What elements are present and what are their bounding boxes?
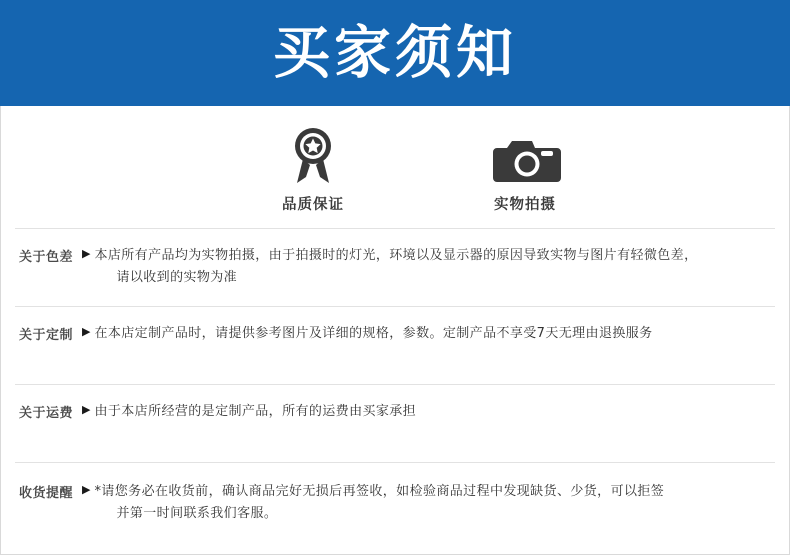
badge-real-photo [455, 124, 595, 214]
quality-ribbon-icon [243, 124, 383, 186]
badges-row [15, 106, 775, 220]
notice-row-label: 关于色差 [19, 250, 74, 265]
notice-row-text-line1: *请您务必在收货前，确认商品完好无损后再签收，如检验商品过程中发现缺货、少货，可以拒签 [94, 484, 665, 499]
notice-row-receiving [15, 462, 775, 542]
notice-row-text-line2: 并第一时间联系我们客服。 [116, 506, 278, 522]
notice-row-label: 关于定制 [19, 328, 74, 343]
notice-row-text [94, 323, 773, 345]
notice-row-text-line1: 本店所有产品均为实物拍摄，由于拍摄时的灯光，环境以及显示器的原因导致实物与图片有轻微色差， [94, 248, 698, 263]
notice-row-text-line1: 在本店定制产品时，请提供参考图片及详细的规格，参数。定制产品不享受7天无理由退换服务 [94, 326, 653, 341]
notice-row-text [94, 245, 773, 290]
badge-label: 实物拍摄 [494, 197, 556, 213]
notice-row-text [94, 401, 773, 423]
notice-row-label: 关于运费 [19, 406, 74, 421]
bullet-arrow-icon: ▶ [82, 404, 91, 416]
notice-body [0, 106, 790, 555]
page-banner [0, 0, 790, 106]
badge-label: 品质保证 [282, 197, 344, 213]
notice-row-color [15, 228, 775, 306]
notice-rows [15, 228, 775, 542]
notice-row-text-line2: 请以收到的实物为准 [116, 270, 238, 286]
notice-row-text [94, 481, 773, 526]
camera-icon [455, 124, 595, 186]
bullet-arrow-icon: ▶ [82, 484, 91, 496]
bullet-arrow-icon: ▶ [82, 326, 91, 338]
page-title: 买家须知 [273, 19, 517, 86]
notice-row-text-line1: 由于本店所经营的是定制产品，所有的运费由买家承担 [94, 404, 417, 419]
notice-row-shipping [15, 384, 775, 462]
badge-quality [243, 124, 383, 214]
notice-row-label: 收货提醒 [19, 486, 74, 501]
notice-row-custom [15, 306, 775, 384]
bullet-arrow-icon: ▶ [82, 248, 91, 260]
